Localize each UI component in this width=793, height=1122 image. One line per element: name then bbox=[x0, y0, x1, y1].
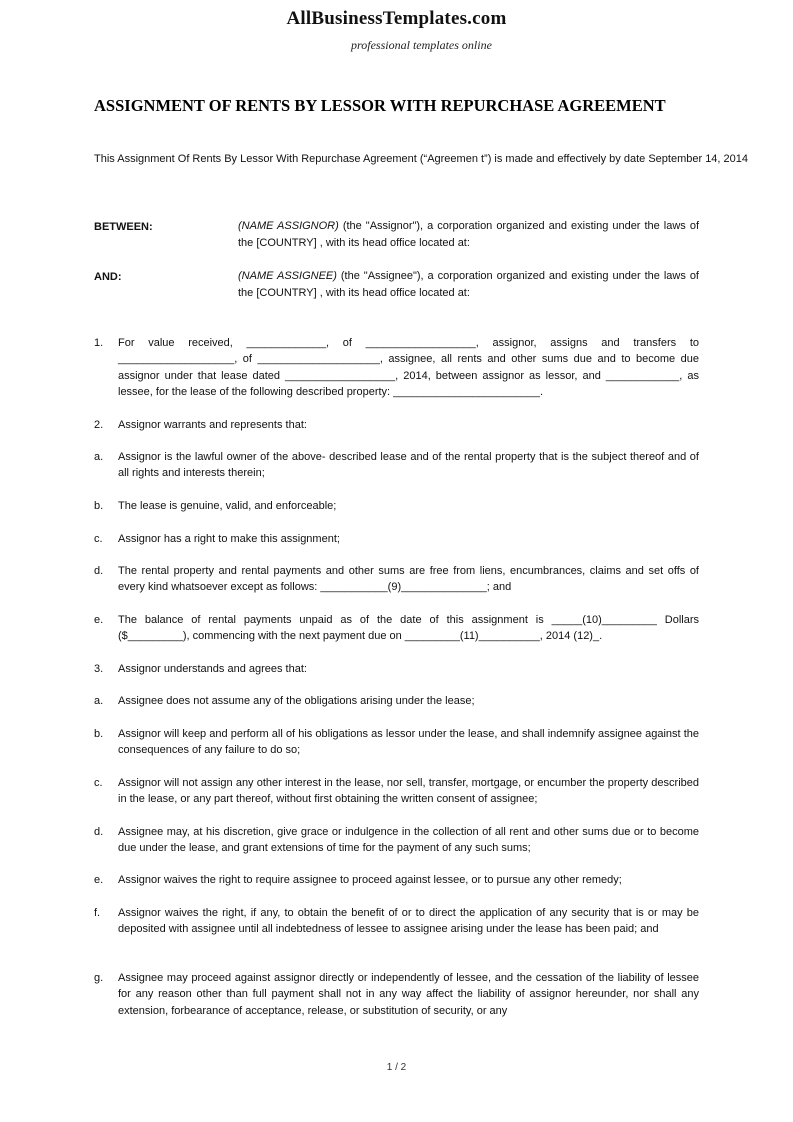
between-text: (the "Assignor"), a corporation organized and existing under the laws of the [COUNTRY] , with its head office located at: bbox=[238, 220, 699, 249]
clause-text: Assignor will not assign any other interest in the lease, nor sell, transfer, mortgage, or encumber the property described in the lease, or any part thereof, without first obtaining the written consent of assignee; bbox=[118, 777, 699, 806]
clause-number: d. bbox=[94, 826, 104, 838]
clause-text: Assignee does not assume any of the obligations arising under the lease; bbox=[118, 695, 475, 707]
assignor-name: (NAME ASSIGNOR) bbox=[238, 220, 339, 232]
clause-number: e. bbox=[94, 874, 104, 886]
clause-2e bbox=[94, 612, 699, 645]
clause-number: a. bbox=[94, 695, 104, 707]
clause-number: f. bbox=[94, 907, 101, 919]
clause-text: The balance of rental payments unpaid as of the date of this assignment is _____(10)_________ Dollars ($_________), commencing with the next payment due on _________(11)__________, 2014 (12)_. bbox=[118, 614, 699, 643]
clause-1 bbox=[94, 335, 699, 401]
document-intro: This Assignment Of Rents By Lessor With Repurchase Agreement (“Agreemen t”) is made and effectively by date September 14, 2014 bbox=[94, 153, 749, 165]
clause-number: c. bbox=[94, 777, 103, 789]
clause-text: Assignor waives the right to require assignee to proceed against lessee, or to pursue any other remedy; bbox=[118, 874, 622, 886]
clause-2a bbox=[94, 449, 699, 482]
and-text: (the "Assignee"), a corporation organized and existing under the laws of the [COUNTRY] , with its head office located at: bbox=[238, 270, 699, 299]
clause-text: Assignor has a right to make this assignment; bbox=[118, 533, 340, 545]
clause-number: b. bbox=[94, 728, 104, 740]
between-label: BETWEEN: bbox=[94, 221, 153, 233]
clause-text: Assignor will keep and perform all of his obligations as lessor under the lease, and shall indemnify assignee against the consequences of any failure to do so; bbox=[118, 728, 699, 757]
clause-number: g. bbox=[94, 972, 104, 984]
clause-text: Assignor warrants and represents that: bbox=[118, 419, 307, 431]
page-number: 1 / 2 bbox=[386, 1062, 407, 1073]
clause-number: 1. bbox=[94, 337, 104, 349]
clause-number: 3. bbox=[94, 663, 104, 675]
clause-text: For value received, _____________, of __________________, assignor, assigns and transfers to ___________________, of ____________________, assignee, all rents and other sums due and to become due assignor under that lease dated __________________, 2014, between assignor as lessor, and ____________, as lessee, for the lease of the following described property: ________________________. bbox=[118, 337, 699, 399]
clause-2b bbox=[94, 498, 699, 514]
clause-2d bbox=[94, 563, 699, 596]
clause-text: Assignor is the lawful owner of the above- described lease and of the rental property that is the subject thereof and of all rights and interests therein; bbox=[118, 451, 699, 480]
clause-3a bbox=[94, 693, 699, 709]
document-title: ASSIGNMENT OF RENTS BY LESSOR WITH REPURCHASE AGREEMENT bbox=[94, 96, 666, 115]
clause-text: The lease is genuine, valid, and enforceable; bbox=[118, 500, 337, 512]
clause-3e bbox=[94, 872, 699, 888]
clause-number: e. bbox=[94, 614, 104, 626]
clause-2c bbox=[94, 531, 699, 547]
brand-part-c: Templates.com bbox=[382, 8, 507, 29]
clause-text: Assignee may, at his discretion, give grace or indulgence in the collection of all rent and other sums due or to become due under the lease, and grant extensions of time for the payment of any such sums; bbox=[118, 826, 699, 855]
clause-text: Assignor waives the right, if any, to obtain the benefit of or to direct the application of any security that is or may be deposited with assignee until all indebtedness of lessee to assignee arising under the lease has been paid; and bbox=[118, 907, 699, 936]
clause-3 bbox=[94, 661, 699, 677]
clause-text: The rental property and rental payments and other sums are free from liens, encumbrances, claims and set offs of every kind whatsoever except as follows: ___________(9)______________; and bbox=[118, 565, 699, 594]
clause-3g bbox=[94, 970, 699, 1019]
clause-3c bbox=[94, 775, 699, 808]
assignee-name: (NAME ASSIGNEE) bbox=[238, 270, 337, 282]
clause-number: 2. bbox=[94, 419, 104, 431]
site-tagline: professional templates online bbox=[351, 38, 492, 52]
between-party bbox=[238, 218, 699, 252]
clause-3b bbox=[94, 726, 699, 759]
clause-3f bbox=[94, 905, 699, 938]
clause-number: a. bbox=[94, 451, 104, 463]
and-party bbox=[238, 268, 699, 302]
brand-part-b: Business bbox=[311, 8, 383, 29]
clause-text: Assignee may proceed against assignor directly or independently of lessee, and the cessation of the liability of lessee for any reason other than full payment shall not in any way affect the liability of assignor hereunder, nor shall any extension, forbearance of acceptance, release, or substitution of security, or any bbox=[118, 972, 699, 1017]
clause-3d bbox=[94, 824, 699, 857]
brand-part-a: All bbox=[286, 8, 312, 29]
clause-number: c. bbox=[94, 533, 103, 545]
clause-text: Assignor understands and agrees that: bbox=[118, 663, 307, 675]
clause-number: d. bbox=[94, 565, 104, 577]
and-label: AND: bbox=[94, 271, 122, 283]
clause-2 bbox=[94, 417, 699, 433]
site-brand bbox=[0, 8, 793, 30]
clause-number: b. bbox=[94, 500, 104, 512]
